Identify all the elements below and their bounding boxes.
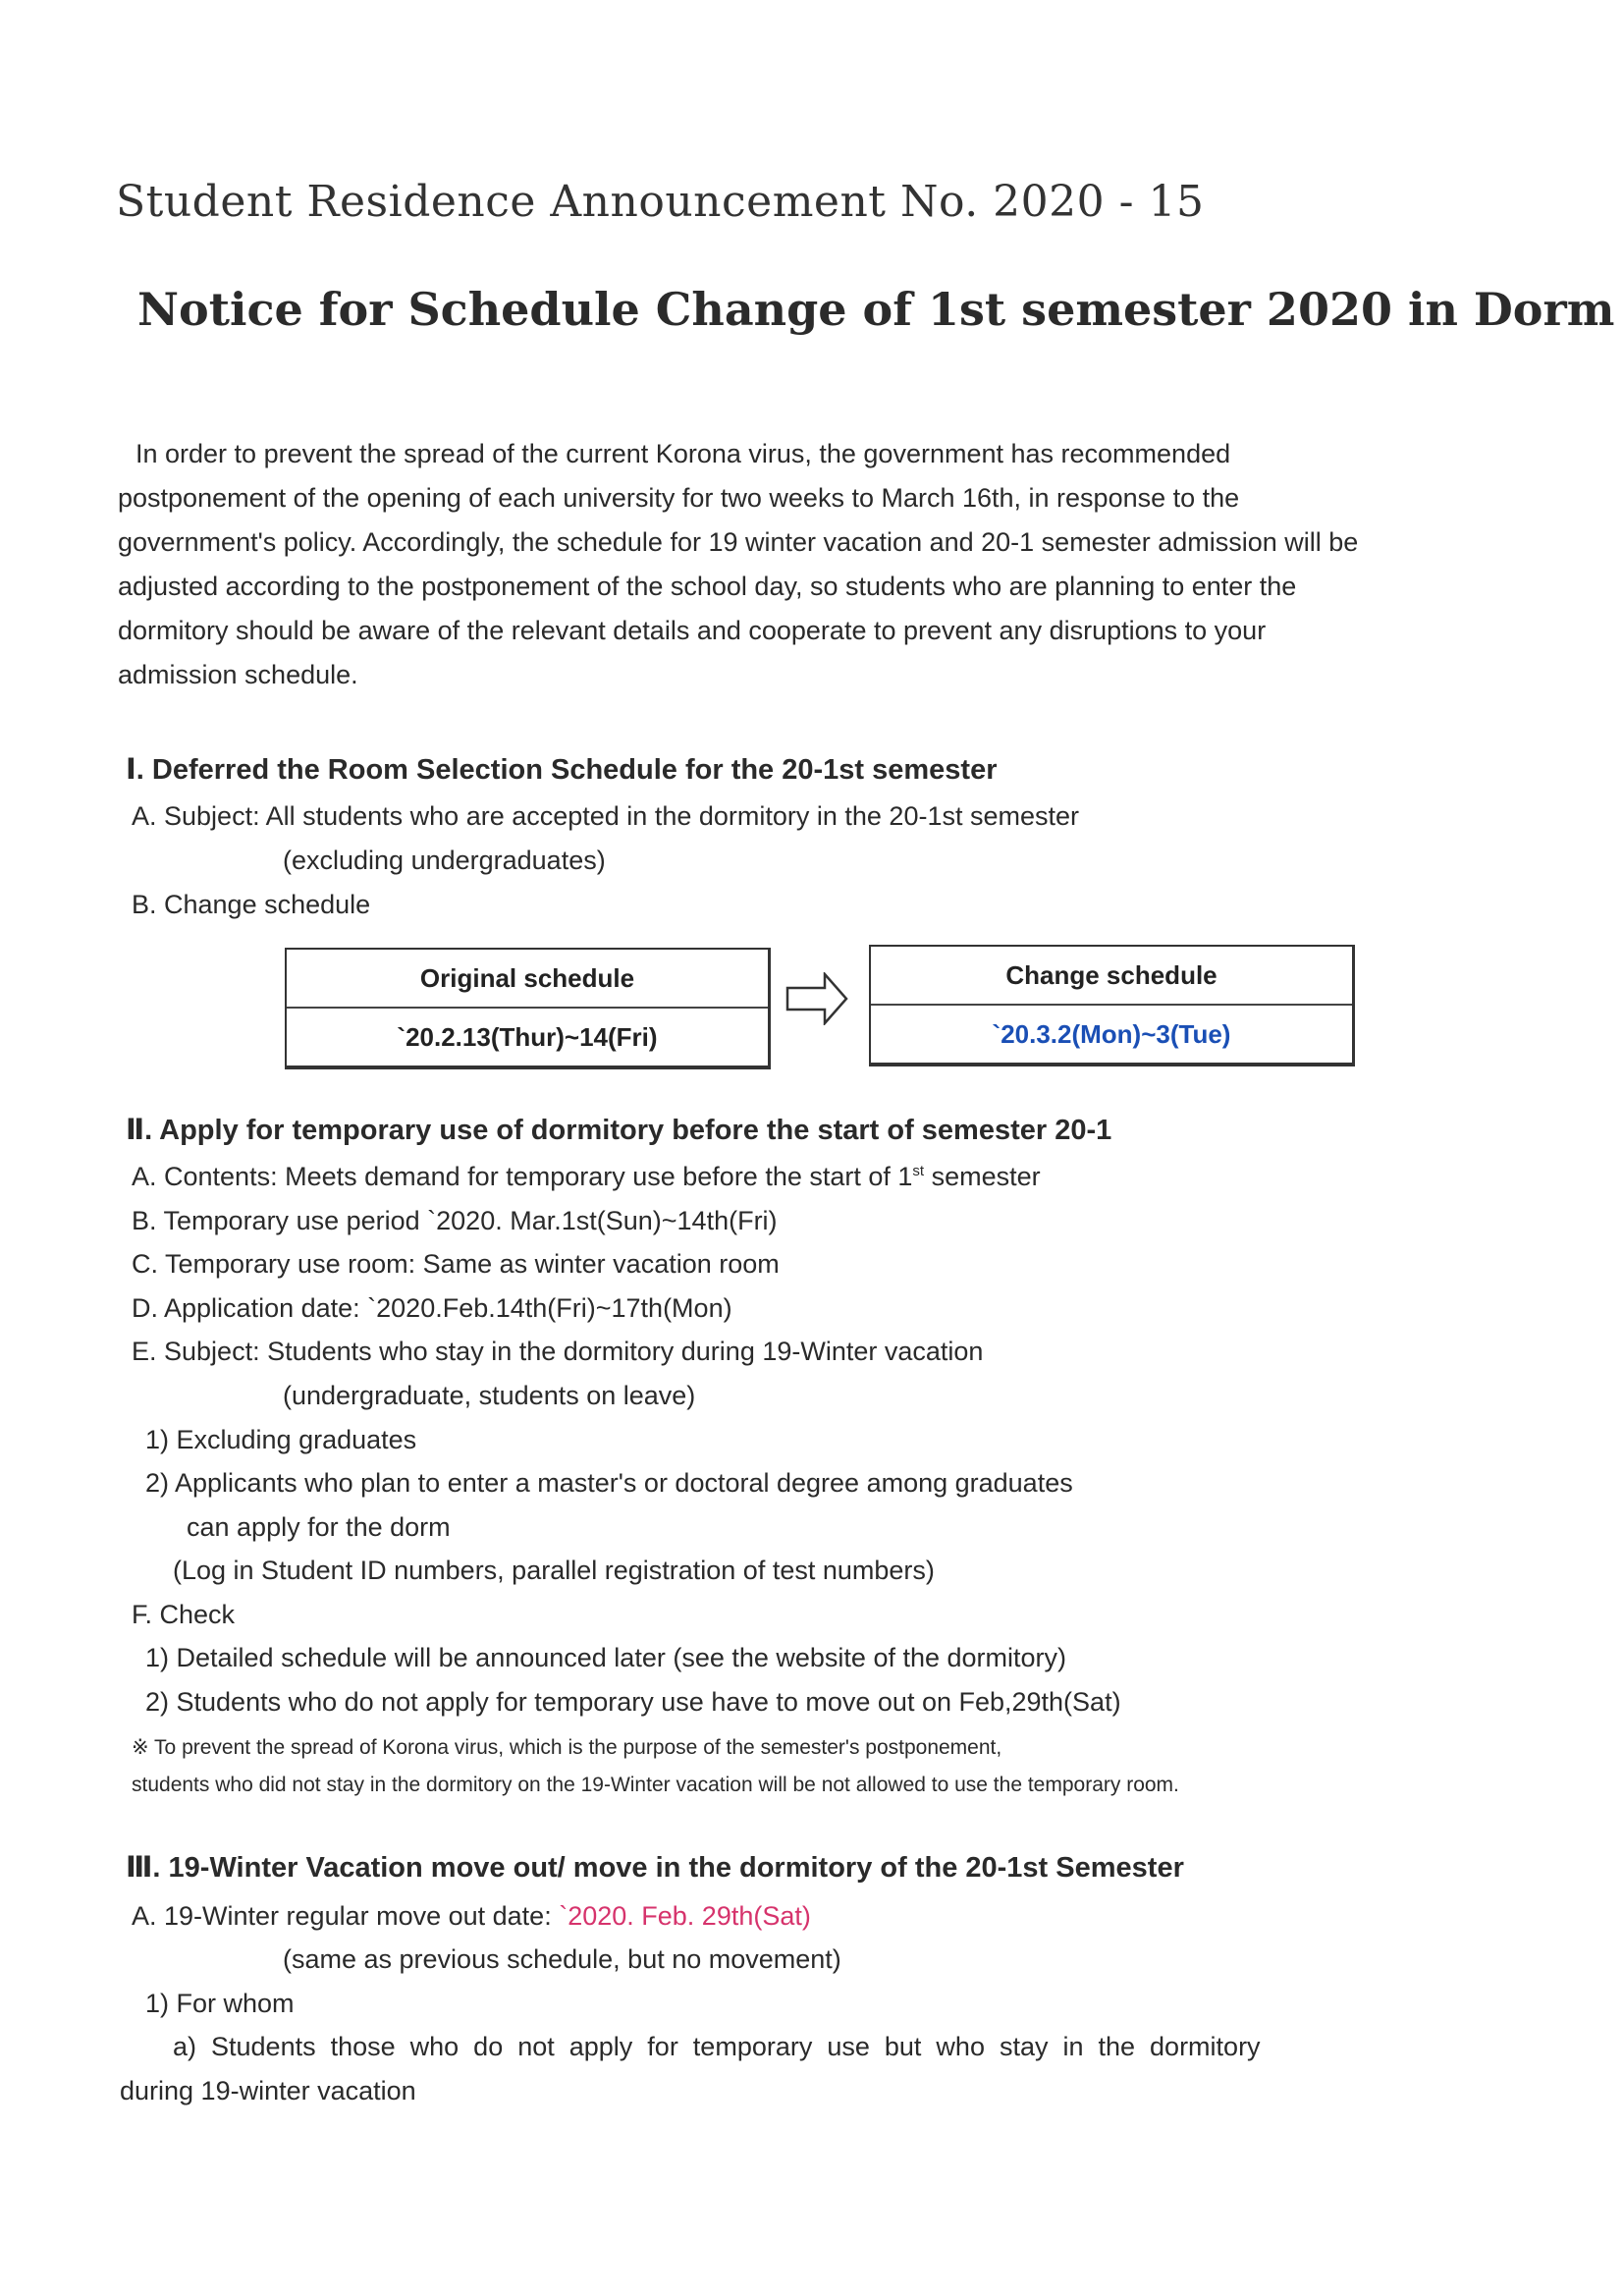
change-schedule-value: `20.3.2(Mon)~3(Tue) <box>992 1018 1231 1049</box>
section-3-heading: Ⅲ. 19-Winter Vacation move out/ move in the dormitory of the 20-1st Semester <box>126 1852 1184 1884</box>
intro-line: government's policy. Accordingly, the schedule for 19 winter vacation and 20-1 semester admission will be <box>118 527 1359 557</box>
section-3-item-1-a: a) Students those who do not apply for temporary use but who stay in the dormitory <box>173 2032 1261 2061</box>
original-schedule-header: Original schedule <box>287 950 768 1009</box>
section-1-heading: Ⅰ. Deferred the Room Selection Schedule for the 20-1st semester <box>126 754 998 786</box>
original-schedule-box <box>285 948 771 1069</box>
change-schedule-box <box>869 945 1355 1066</box>
section-2-heading: Ⅱ. Apply for temporary use of dormitory before the start of semester 20-1 <box>126 1115 1112 1146</box>
section-3-item-a-cont: (same as previous schedule, but no movement) <box>283 1944 841 1974</box>
intro-line: admission schedule. <box>118 660 358 689</box>
section-2-item-c: C. Temporary use room: Same as winter vacation room <box>132 1249 780 1279</box>
section-2-item-e-cont: (undergraduate, students on leave) <box>283 1381 696 1410</box>
section-2-note-1: ※ To prevent the spread of Korona virus, which is the purpose of the semester's postponement, <box>132 1736 1002 1759</box>
section-3-item-a-text: A. 19-Winter regular move out date: <box>132 1901 560 1931</box>
announcement-number: Student Residence Announcement No. 2020 - 15 <box>116 177 1205 227</box>
section-2-note-2: students who did not stay in the dormitory on the 19-Winter vacation will be not allowed to use the temporary room. <box>132 1774 1179 1796</box>
change-schedule-header: Change schedule <box>871 947 1352 1006</box>
intro-paragraph <box>118 432 1512 697</box>
intro-line: dormitory should be aware of the relevant details and cooperate to prevent any disruptions to your <box>118 616 1267 645</box>
section-1-item-b: B. Change schedule <box>132 890 371 919</box>
section-2-item-a <box>132 1162 1041 1192</box>
section-2-item-f: F. Check <box>132 1600 236 1629</box>
section-2-item-e-2: 2) Applicants who plan to enter a master's or doctoral degree among graduates <box>145 1468 1073 1498</box>
section-2-item-e-2-cont: can apply for the dorm <box>187 1512 451 1542</box>
section-3-item-a <box>132 1901 811 1932</box>
section-2-item-a-text: A. Contents: Meets demand for temporary use before the start of 1 <box>132 1162 913 1191</box>
section-3-item-1: 1) For whom <box>145 1989 295 2018</box>
section-2-item-e-2-note: (Log in Student ID numbers, parallel registration of test numbers) <box>173 1556 935 1585</box>
section-1-item-a: A. Subject: All students who are accepted in the dormitory in the 20-1st semester <box>132 801 1079 831</box>
section-2-item-e: E. Subject: Students who stay in the dormitory during 19-Winter vacation <box>132 1337 984 1366</box>
intro-line: In order to prevent the spread of the current Korona virus, the government has recommended <box>135 439 1231 468</box>
intro-line: postponement of the opening of each university for two weeks to March 16th, in response to the <box>118 483 1240 513</box>
right-arrow-icon <box>785 972 850 1025</box>
section-2-item-b: B. Temporary use period `2020. Mar.1st(Sun)~14th(Fri) <box>132 1206 778 1235</box>
section-1-item-a-cont: (excluding undergraduates) <box>283 846 606 875</box>
superscript-st: st <box>912 1163 925 1179</box>
section-2-item-f-1: 1) Detailed schedule will be announced later (see the website of the dormitory) <box>145 1643 1067 1672</box>
section-2-item-d: D. Application date: `2020.Feb.14th(Fri)~17th(Mon) <box>132 1293 732 1323</box>
section-3-item-1-a-cont: during 19-winter vacation <box>120 2076 416 2105</box>
section-2-item-f-2: 2) Students who do not apply for temporary use have to move out on Feb,29th(Sat) <box>145 1687 1121 1717</box>
document-title: Notice for Schedule Change of 1st semester 2020 in Dorm <box>137 283 1615 336</box>
move-out-date: `2020. Feb. 29th(Sat) <box>559 1901 811 1931</box>
intro-line: adjusted according to the postponement of the school day, so students who are planning to enter the <box>118 572 1297 601</box>
section-2-item-a-tail: semester <box>924 1162 1041 1191</box>
section-2-item-e-1: 1) Excluding graduates <box>145 1425 417 1454</box>
original-schedule-value: `20.2.13(Thur)~14(Fri) <box>397 1021 658 1052</box>
